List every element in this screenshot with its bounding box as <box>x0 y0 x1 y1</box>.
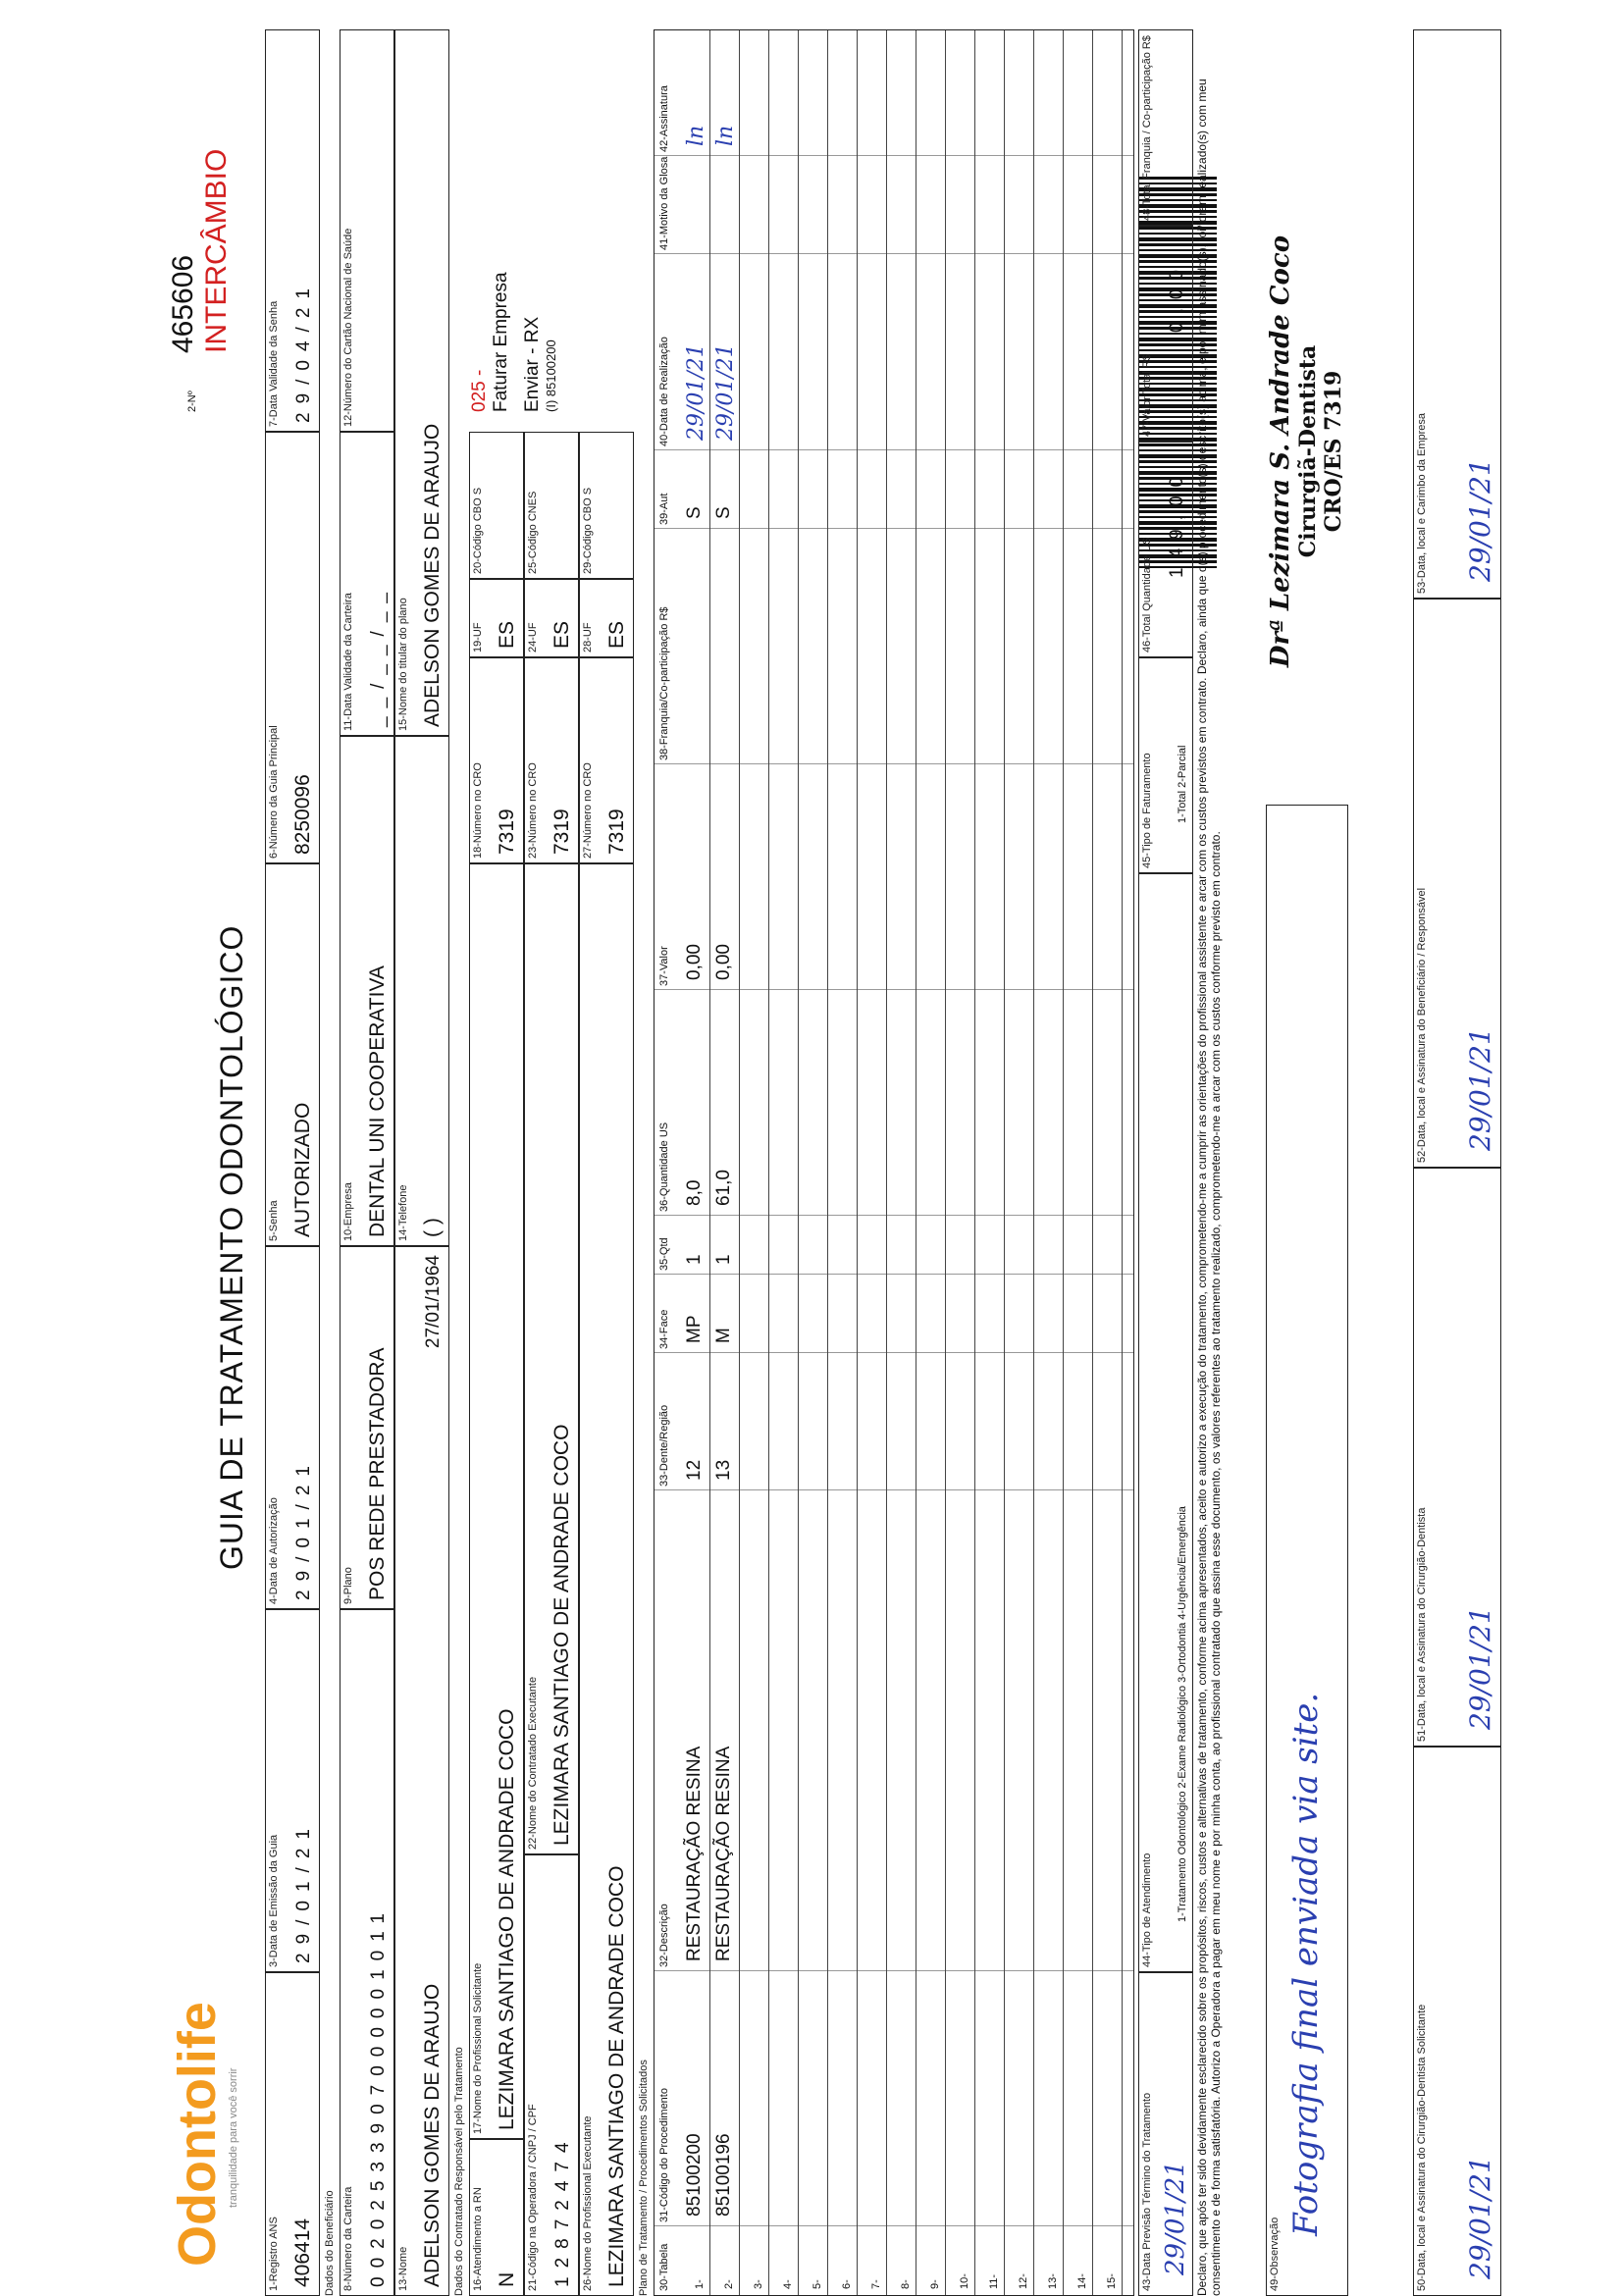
field-titular: 15-Nome do titular do plano ADELSON GOMES DE ARAUJO <box>394 29 449 736</box>
side-faturar: Faturar Empresa <box>491 272 511 412</box>
table-header-cell: 40-Data de Realização <box>658 337 670 446</box>
row-number: 5- <box>812 2279 823 2289</box>
table-row <box>739 30 740 2295</box>
table-header-cell: 42-Assinatura <box>658 85 670 152</box>
section-contratado: Dados do Contratado Responsável pelo Tratamento <box>453 2047 465 2296</box>
table-cell-descricao: RESTAURAÇÃO RESINA <box>713 1746 734 1961</box>
field-empresa: 10-Empresa DENTAL UNI COOPERATIVA <box>340 736 394 1246</box>
table-column-separator <box>654 1489 1133 1490</box>
table-header-cell: 30-Tabela <box>658 2243 670 2291</box>
intercambio-label: INTERCÂMBIO <box>200 148 233 353</box>
birth-date: 27/01/1964 <box>423 1255 444 1349</box>
row-number: 6- <box>841 2279 853 2289</box>
side-codigo: (I) 85100200 <box>544 339 558 412</box>
table-cell-assinatura: ln <box>713 125 738 146</box>
table-header-cell: 31-Código do Procedimento <box>658 2088 670 2222</box>
side-code: 025 - <box>469 369 490 412</box>
handwritten-date: 29/01/21 <box>1161 2161 1190 2275</box>
field-cbo-executante: 29-Código CBO S <box>579 432 634 579</box>
field-atendimento-rn: 16-Atendimento a RN N <box>469 2139 524 2296</box>
field-cro-executante: 27-Número no CRO 7319 <box>579 657 634 863</box>
table-column-separator <box>654 1970 1133 1971</box>
professional-stamp <box>1266 137 1413 765</box>
table-cell-qtd: 1 <box>713 1254 734 1265</box>
row-number: 8- <box>900 2279 912 2289</box>
row-number: 3- <box>753 2279 764 2289</box>
table-cell-codigo: 85100196 <box>713 2133 734 2217</box>
procedures-table <box>654 29 1134 2296</box>
handwritten-date-50: 29/01/21 <box>1464 2156 1496 2279</box>
table-cell-face: MP <box>684 1315 705 1343</box>
field-observacao: 49-Observação Fotografia final enviada via site. <box>1266 805 1348 2296</box>
table-row <box>886 30 887 2295</box>
table-cell-dente: 12 <box>684 1459 705 1481</box>
table-row <box>827 30 828 2295</box>
table-cell-valor: 0,00 <box>684 944 705 980</box>
side-notes <box>469 39 634 412</box>
table-header-cell: 33-Dente/Região <box>658 1404 670 1487</box>
side-enviar: Enviar - RX <box>522 316 543 412</box>
table-cell-aut: S <box>684 506 705 519</box>
field-codigo-operadora: 21-Código na Operadora / CNPJ / CPF 12872474 <box>524 1854 579 2296</box>
field-cro-solicitante: 18-Número no CRO 7319 <box>469 657 524 863</box>
stamp-name: Drª Lezimara S. Andrade Coco <box>1266 235 1295 668</box>
logo <box>167 2002 265 2267</box>
table-cell-face: M <box>713 1328 734 1343</box>
row-number: 13- <box>1047 2273 1059 2289</box>
table-column-separator <box>654 989 1133 990</box>
table-cell-qtd: 1 <box>684 1254 705 1265</box>
table-column-separator <box>654 155 1133 156</box>
field-cbo-solicitante: 20-Código CBO S <box>469 432 524 579</box>
nr-label: 2-Nº <box>186 391 198 412</box>
table-row <box>1063 30 1064 2295</box>
stamp-title: Cirurgiã-Dentista <box>1295 344 1321 558</box>
field-assinatura-dentista: 51-Data, local e Assinatura do Cirurgião-Dentista 29/01/21 <box>1413 1168 1501 1747</box>
table-header-cell: 35-Qtd <box>658 1237 670 1271</box>
table-cell-codigo: 85100200 <box>684 2133 705 2217</box>
field-contratado-executante: 22-Nome do Contratado Executante LEZIMARA SANTIAGO DE ANDRADE COCO <box>524 863 579 1854</box>
table-cell-us: 8,0 <box>684 1179 705 1206</box>
field-assinatura-beneficiario: 52-Data, local e Assinatura do Beneficiário / Responsável 29/01/21 <box>1413 599 1501 1168</box>
row-number: 10- <box>959 2273 970 2289</box>
table-cell-data: 29/01/21 <box>684 343 708 441</box>
field-registro-ans: 1-Registro ANS 406414 <box>265 1972 320 2296</box>
table-cell-dente: 13 <box>713 1459 734 1481</box>
stamp-cro: CRO/ES 7319 <box>1321 370 1346 533</box>
field-valor-total: 47-Valor Total R$ 0,00 <box>1138 226 1193 442</box>
handwritten-date-51: 29/01/21 <box>1464 1606 1496 1730</box>
table-header-cell: 37-Valor <box>658 946 670 986</box>
table-column-separator <box>654 1274 1133 1275</box>
dental-treatment-form <box>157 29 1266 2296</box>
field-assinatura-solicitante: 50-Data, local e Assinatura do Cirurgião-Dentista Solicitante 29/01/21 <box>1413 1747 1501 2296</box>
field-total-us: 46-Total Quantidade US 149,00 <box>1138 442 1193 657</box>
field-data-emissao: 3-Data de Emissão da Guia 29/01/21 <box>265 1609 320 1972</box>
section-beneficiario: Dados do Beneficiário <box>324 2190 336 2296</box>
table-column-separator <box>654 763 1133 764</box>
table-column-separator <box>654 1352 1133 1353</box>
row-number: 4- <box>782 2279 794 2289</box>
table-row <box>709 30 710 2295</box>
table-column-separator <box>654 2225 1133 2226</box>
table-column-separator <box>654 1215 1133 1216</box>
form-title: GUIA DE TRATAMENTO ODONTOLÓGICO <box>214 924 249 1570</box>
table-cell-data: 29/01/21 <box>713 343 738 441</box>
field-nome: 13-Nome ADELSON GOMES DE ARAUJO 27/01/1964 <box>394 1246 449 2296</box>
field-tipo-faturamento: 45-Tipo de Faturamento 1-Total 2-Parcial <box>1138 657 1193 873</box>
table-cell-valor: 0,00 <box>713 944 734 980</box>
declaration-text: Declaro, que após ter sido devidamente esclarecido sobre os propósitos, riscos, custos e alternativas de tratamento, conforme acima apresentados, aceito e autorizo a execução do tratamento, comprometendo-me a cumprir as orientações do profissional assistente e arcar com os custos previstos em contrato. Declaro, ainda que o(s) procedimento(s) descrito(s) acima, e por mim assinado(s), foi/foram realizado(s) com meu consentimento e de forma satisfatória. Autorizo a Operadora a pagar em meu nome e por minha conta, ao profissional contratado que assina esse documento, os valores referentes ao tratamento realizado, comprometendo-me a arcar com os custos conforme previsto em contrato. <box>1195 78 1223 2296</box>
field-validade-senha: 7-Data Validade da Senha 29/04/21 <box>265 29 320 432</box>
field-cnes: 25-Código CNES <box>524 432 579 579</box>
table-header-cell: 41-Motivo da Glosa <box>658 156 670 250</box>
field-uf-solicitante: 19-UF ES <box>469 579 524 657</box>
section-procedimentos: Plano de Tratamento / Procedimentos Solicitados <box>638 2060 650 2296</box>
table-column-separator <box>654 449 1133 450</box>
row-number: 2- <box>723 2279 735 2289</box>
tipo-faturamento-options: 1-Total 2-Parcial <box>1177 745 1188 823</box>
field-numero-carteira: 8-Número da Carteira 00202533907000001011 <box>340 1609 394 2296</box>
table-row <box>1092 30 1093 2295</box>
table-header-cell: 34-Face <box>658 1309 670 1349</box>
row-number: 14- <box>1076 2273 1088 2289</box>
guide-number: 465606 <box>167 254 199 353</box>
table-row <box>945 30 946 2295</box>
row-number: 11- <box>988 2273 1000 2289</box>
handwritten-date-52: 29/01/21 <box>1464 1027 1496 1151</box>
field-carimbo-empresa: 53-Data, local e Carimbo da Empresa 29/01/21 <box>1413 29 1501 599</box>
field-senha: 5-Senha AUTORIZADO <box>265 863 320 1246</box>
field-profissional-solicitante: 17-Nome do Profissional Solicitante LEZIMARA SANTIAGO DE ANDRADE COCO <box>469 863 524 2139</box>
table-row <box>798 30 799 2295</box>
field-plano: 9-Plano POS REDE PRESTADORA <box>340 1246 394 1609</box>
field-tipo-atendimento: 44-Tipo de Atendimento 1-Tratamento Odontológico 2-Exame Radiológico 3-Ortodontia 4-Urgência/Emergência <box>1138 873 1193 1972</box>
field-uf-contratado: 24-UF ES <box>524 579 579 657</box>
table-cell-us: 61,0 <box>713 1170 734 1206</box>
field-cartao-nacional: 12-Número do Cartão Nacional de Saúde <box>340 29 394 432</box>
table-header-cell: 36-Quantidade US <box>658 1122 670 1212</box>
field-validade-carteira: 11-Data Validade da Carteira __/__/__ <box>340 432 394 736</box>
table-row <box>1122 30 1123 2295</box>
table-column-separator <box>654 253 1133 254</box>
logo-text: Odontolife <box>168 2002 227 2267</box>
field-guia-principal: 6-Número da Guia Principal 8250096 <box>265 432 320 863</box>
table-header-cell: 39-Aut <box>658 493 670 525</box>
handwritten-date-53: 29/01/21 <box>1464 458 1496 582</box>
table-cell-aut: S <box>713 506 734 519</box>
table-row <box>974 30 975 2295</box>
form-footer-signatures <box>1266 29 1599 2296</box>
row-number: 12- <box>1018 2273 1029 2289</box>
table-row <box>1033 30 1034 2295</box>
row-number: 7- <box>870 2279 882 2289</box>
field-total-franquia: 48-Total Franquia / Co-participação R$ <box>1138 29 1193 226</box>
handwritten-observation: Fotografia final enviada via site. <box>1286 1692 1326 2236</box>
field-uf-executante: 28-UF ES <box>579 579 634 657</box>
field-telefone: 14-Telefone ( ) <box>394 736 449 1246</box>
table-header-cell: 32-Descrição <box>658 1904 670 1967</box>
logo-tagline: tranquilidade para você sorrir <box>228 2067 239 2208</box>
field-cro-contratado: 23-Número no CRO 7319 <box>524 657 579 863</box>
row-number: 15- <box>1106 2273 1118 2289</box>
row-number: 9- <box>929 2279 941 2289</box>
field-data-autorizacao: 4-Data de Autorização 29/01/21 <box>265 1246 320 1609</box>
table-header-cell: 38-Franquia/Co-participação R$ <box>658 606 670 760</box>
table-column-separator <box>654 528 1133 529</box>
row-number: 1- <box>694 2279 706 2289</box>
table-cell-assinatura: ln <box>684 125 708 146</box>
field-profissional-executante: 26-Nome do Profissional Executante LEZIMARA SANTIAGO DE ANDRADE COCO <box>579 863 634 2296</box>
table-row <box>1004 30 1005 2295</box>
table-cell-descricao: RESTAURAÇÃO RESINA <box>684 1746 705 1961</box>
table-row <box>768 30 769 2295</box>
field-previsao-termino: 43-Data Previsão Término do Tratamento 29/01/21 <box>1138 1972 1193 2296</box>
table-row <box>857 30 858 2295</box>
tipo-atendimento-options: 1-Tratamento Odontológico 2-Exame Radiológico 3-Ortodontia 4-Urgência/Emergência <box>1177 1506 1188 1922</box>
